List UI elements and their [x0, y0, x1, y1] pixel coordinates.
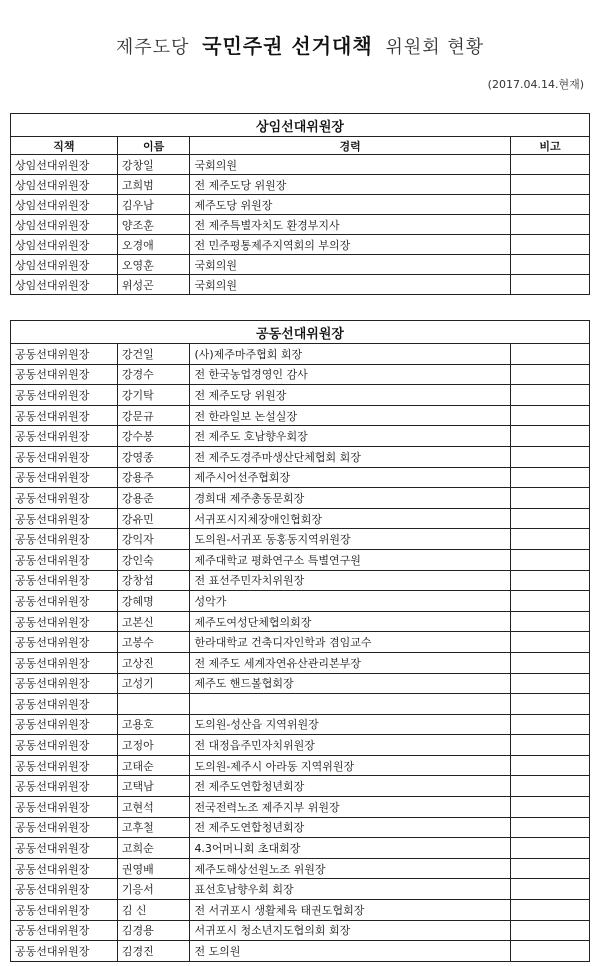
table-row — [11, 488, 590, 509]
cell-position: 공동선대위원장 — [11, 405, 118, 426]
cell-position: 상임선대위원장 — [11, 235, 118, 255]
table-row — [11, 920, 590, 941]
table-row — [11, 714, 590, 735]
cell-remarks — [510, 446, 589, 467]
cell-remarks — [510, 255, 589, 275]
column-header-row — [11, 137, 590, 155]
cell-position: 공동선대위원장 — [11, 570, 118, 591]
cell-name: 고봉수 — [117, 632, 190, 653]
table-row — [11, 652, 590, 673]
cell-career: 전 제주도 세계자연유산관리본부장 — [190, 652, 510, 673]
table-row — [11, 570, 590, 591]
cell-remarks — [510, 714, 589, 735]
cell-career: 도의원-제주시 아라동 지역위원장 — [190, 755, 510, 776]
cell-name: 고희순 — [117, 838, 190, 859]
cell-position: 공동선대위원장 — [11, 776, 118, 797]
cell-remarks — [510, 817, 589, 838]
cell-position: 공동선대위원장 — [11, 920, 118, 941]
cell-remarks — [510, 195, 589, 215]
cell-remarks — [510, 488, 589, 509]
cell-name: 고현석 — [117, 797, 190, 818]
cell-name: 강유민 — [117, 508, 190, 529]
cell-name — [117, 694, 190, 715]
cell-position: 공동선대위원장 — [11, 735, 118, 756]
table-row — [11, 858, 590, 879]
section-title-row — [11, 321, 590, 344]
cell-remarks — [510, 879, 589, 900]
cell-name: 강건일 — [117, 344, 190, 365]
cell-career: 국회의원 — [190, 155, 510, 175]
cell-position: 상임선대위원장 — [11, 155, 118, 175]
cell-position: 공동선대위원장 — [11, 838, 118, 859]
cell-career: 서귀포시 청소년지도협의회 회장 — [190, 920, 510, 941]
section-title: 상임선대위원장 — [11, 114, 590, 137]
cell-remarks — [510, 673, 589, 694]
cell-name: 강창섭 — [117, 570, 190, 591]
table-row — [11, 175, 590, 195]
standing-chairs-table — [10, 113, 590, 295]
co-chairs-table — [10, 320, 590, 962]
cell-position: 공동선대위원장 — [11, 344, 118, 365]
cell-career: 국회의원 — [190, 275, 510, 295]
table-row — [11, 673, 590, 694]
cell-career: 전 제주도 호남향우회장 — [190, 426, 510, 447]
cell-position: 상임선대위원장 — [11, 255, 118, 275]
cell-position: 공동선대위원장 — [11, 529, 118, 550]
cell-name: 권영배 — [117, 858, 190, 879]
cell-position: 공동선대위원장 — [11, 467, 118, 488]
cell-name: 고본신 — [117, 611, 190, 632]
cell-remarks — [510, 385, 589, 406]
cell-remarks — [510, 275, 589, 295]
cell-remarks — [510, 467, 589, 488]
cell-name: 김 신 — [117, 900, 190, 921]
table-row — [11, 275, 590, 295]
table-row — [11, 797, 590, 818]
cell-position: 공동선대위원장 — [11, 652, 118, 673]
table-row — [11, 215, 590, 235]
cell-career: 전 한국농업경영인 감사 — [190, 364, 510, 385]
cell-name: 고성기 — [117, 673, 190, 694]
cell-name: 오영훈 — [117, 255, 190, 275]
title-prefix: 제주도당 — [115, 37, 190, 58]
cell-remarks — [510, 694, 589, 715]
table-row — [11, 364, 590, 385]
cell-name: 오경애 — [117, 235, 190, 255]
cell-position: 공동선대위원장 — [11, 446, 118, 467]
cell-position: 공동선대위원장 — [11, 508, 118, 529]
table-row — [11, 529, 590, 550]
cell-career: (사)제주마주협회 회장 — [190, 344, 510, 365]
cell-remarks — [510, 776, 589, 797]
cell-remarks — [510, 155, 589, 175]
cell-career: 제주도여성단체협의회장 — [190, 611, 510, 632]
cell-career: 전 제주도경주마생산단체협회 회장 — [190, 446, 510, 467]
cell-career — [190, 694, 510, 715]
cell-name: 고택남 — [117, 776, 190, 797]
cell-career: 한라대학교 건축디자인학과 겸임교수 — [190, 632, 510, 653]
cell-remarks — [510, 344, 589, 365]
cell-career: 전 한라일보 논설실장 — [190, 405, 510, 426]
cell-position: 공동선대위원장 — [11, 858, 118, 879]
column-header-name: 이름 — [117, 137, 190, 155]
cell-position: 공동선대위원장 — [11, 611, 118, 632]
table-row — [11, 508, 590, 529]
cell-position: 공동선대위원장 — [11, 549, 118, 570]
table-row — [11, 385, 590, 406]
cell-position: 공동선대위원장 — [11, 694, 118, 715]
cell-career: 전 제주도당 위원장 — [190, 175, 510, 195]
cell-name: 김우남 — [117, 195, 190, 215]
cell-name: 김경용 — [117, 920, 190, 941]
cell-remarks — [510, 570, 589, 591]
cell-remarks — [510, 735, 589, 756]
cell-career: 전 대정읍주민자치위원장 — [190, 735, 510, 756]
cell-career: 제주도 핸드볼협회장 — [190, 673, 510, 694]
cell-position: 공동선대위원장 — [11, 673, 118, 694]
cell-career: 전 서귀포시 생활체육 태권도협회장 — [190, 900, 510, 921]
table-row — [11, 879, 590, 900]
cell-position: 상임선대위원장 — [11, 195, 118, 215]
cell-position: 공동선대위원장 — [11, 879, 118, 900]
cell-remarks — [510, 632, 589, 653]
table-row — [11, 467, 590, 488]
table-row — [11, 838, 590, 859]
cell-remarks — [510, 215, 589, 235]
cell-position: 공동선대위원장 — [11, 364, 118, 385]
cell-career: 경희대 제주총동문회장 — [190, 488, 510, 509]
cell-career: 전 제주도연합청년회장 — [190, 817, 510, 838]
cell-career: 전 제주도연합청년회장 — [190, 776, 510, 797]
cell-remarks — [510, 797, 589, 818]
cell-name: 고후철 — [117, 817, 190, 838]
cell-position: 공동선대위원장 — [11, 385, 118, 406]
cell-name: 강영종 — [117, 446, 190, 467]
cell-name: 김경진 — [117, 941, 190, 962]
cell-remarks — [510, 235, 589, 255]
cell-remarks — [510, 838, 589, 859]
cell-name: 양조훈 — [117, 215, 190, 235]
cell-position: 공동선대위원장 — [11, 488, 118, 509]
cell-name: 강수봉 — [117, 426, 190, 447]
cell-remarks — [510, 941, 589, 962]
table-row — [11, 591, 590, 612]
section-title: 공동선대위원장 — [11, 321, 590, 344]
cell-name: 강문규 — [117, 405, 190, 426]
cell-career: 4.3어머니회 초대회장 — [190, 838, 510, 859]
cell-name: 고정아 — [117, 735, 190, 756]
cell-position: 공동선대위원장 — [11, 817, 118, 838]
cell-name: 강인숙 — [117, 549, 190, 570]
cell-name: 강용주 — [117, 467, 190, 488]
as-of-date: (2017.04.14.현재) — [487, 78, 584, 91]
cell-name: 고희범 — [117, 175, 190, 195]
table-row — [11, 735, 590, 756]
cell-career: 도의원-성산읍 지역위원장 — [190, 714, 510, 735]
cell-remarks — [510, 426, 589, 447]
cell-name: 위성곤 — [117, 275, 190, 295]
table-row — [11, 446, 590, 467]
cell-career: 전 민주평통제주지역회의 부의장 — [190, 235, 510, 255]
cell-remarks — [510, 529, 589, 550]
table-row — [11, 755, 590, 776]
table-row — [11, 941, 590, 962]
cell-position: 상임선대위원장 — [11, 215, 118, 235]
column-header-career: 경력 — [190, 137, 510, 155]
cell-name: 고상진 — [117, 652, 190, 673]
cell-career: 제주도해상선원노조 위원장 — [190, 858, 510, 879]
table-row — [11, 426, 590, 447]
column-header-position: 직책 — [11, 137, 118, 155]
title-suffix: 위원회 현황 — [385, 37, 485, 58]
cell-career: 전 제주도당 위원장 — [190, 385, 510, 406]
cell-position: 공동선대위원장 — [11, 941, 118, 962]
cell-remarks — [510, 508, 589, 529]
table-row — [11, 900, 590, 921]
title-bold: 국민주권 선거대책 — [202, 34, 373, 58]
cell-position: 상임선대위원장 — [11, 275, 118, 295]
table-row — [11, 611, 590, 632]
cell-name: 강익자 — [117, 529, 190, 550]
cell-career: 전국전력노조 제주지부 위원장 — [190, 797, 510, 818]
cell-remarks — [510, 549, 589, 570]
cell-remarks — [510, 591, 589, 612]
cell-position: 공동선대위원장 — [11, 797, 118, 818]
cell-remarks — [510, 364, 589, 385]
cell-position: 공동선대위원장 — [11, 755, 118, 776]
cell-remarks — [510, 652, 589, 673]
cell-career: 도의원-서귀포 동홍동지역위원장 — [190, 529, 510, 550]
cell-career: 전 도의원 — [190, 941, 510, 962]
column-header-remarks: 비고 — [510, 137, 589, 155]
table-row — [11, 405, 590, 426]
cell-name: 강혜명 — [117, 591, 190, 612]
cell-name: 강경수 — [117, 364, 190, 385]
table-row — [11, 694, 590, 715]
cell-position: 상임선대위원장 — [11, 175, 118, 195]
document-title — [0, 30, 600, 59]
table-row — [11, 549, 590, 570]
cell-remarks — [510, 755, 589, 776]
cell-position: 공동선대위원장 — [11, 426, 118, 447]
cell-career: 제주시어선주협회장 — [190, 467, 510, 488]
section-title-row — [11, 114, 590, 137]
table-row — [11, 817, 590, 838]
cell-remarks — [510, 405, 589, 426]
table-row — [11, 632, 590, 653]
table-row — [11, 155, 590, 175]
cell-name: 기응서 — [117, 879, 190, 900]
cell-career: 제주대학교 평화연구소 특별연구원 — [190, 549, 510, 570]
cell-career: 제주도당 위원장 — [190, 195, 510, 215]
cell-name: 고태순 — [117, 755, 190, 776]
cell-career: 성악가 — [190, 591, 510, 612]
cell-career: 표선호남향우회 회장 — [190, 879, 510, 900]
cell-remarks — [510, 900, 589, 921]
cell-position: 공동선대위원장 — [11, 591, 118, 612]
table-row — [11, 195, 590, 215]
cell-name: 강기탁 — [117, 385, 190, 406]
cell-position: 공동선대위원장 — [11, 632, 118, 653]
table-row — [11, 344, 590, 365]
cell-name: 강창일 — [117, 155, 190, 175]
table-row — [11, 776, 590, 797]
cell-remarks — [510, 920, 589, 941]
cell-career: 전 표선주민자치위원장 — [190, 570, 510, 591]
cell-remarks — [510, 611, 589, 632]
table-row — [11, 255, 590, 275]
cell-career: 전 제주특별자치도 환경부지사 — [190, 215, 510, 235]
cell-position: 공동선대위원장 — [11, 714, 118, 735]
cell-remarks — [510, 175, 589, 195]
table-row — [11, 235, 590, 255]
cell-career: 서귀포시지체장애인협회장 — [190, 508, 510, 529]
cell-career: 국회의원 — [190, 255, 510, 275]
cell-name: 강용준 — [117, 488, 190, 509]
cell-remarks — [510, 858, 589, 879]
cell-name: 고용호 — [117, 714, 190, 735]
cell-position: 공동선대위원장 — [11, 900, 118, 921]
